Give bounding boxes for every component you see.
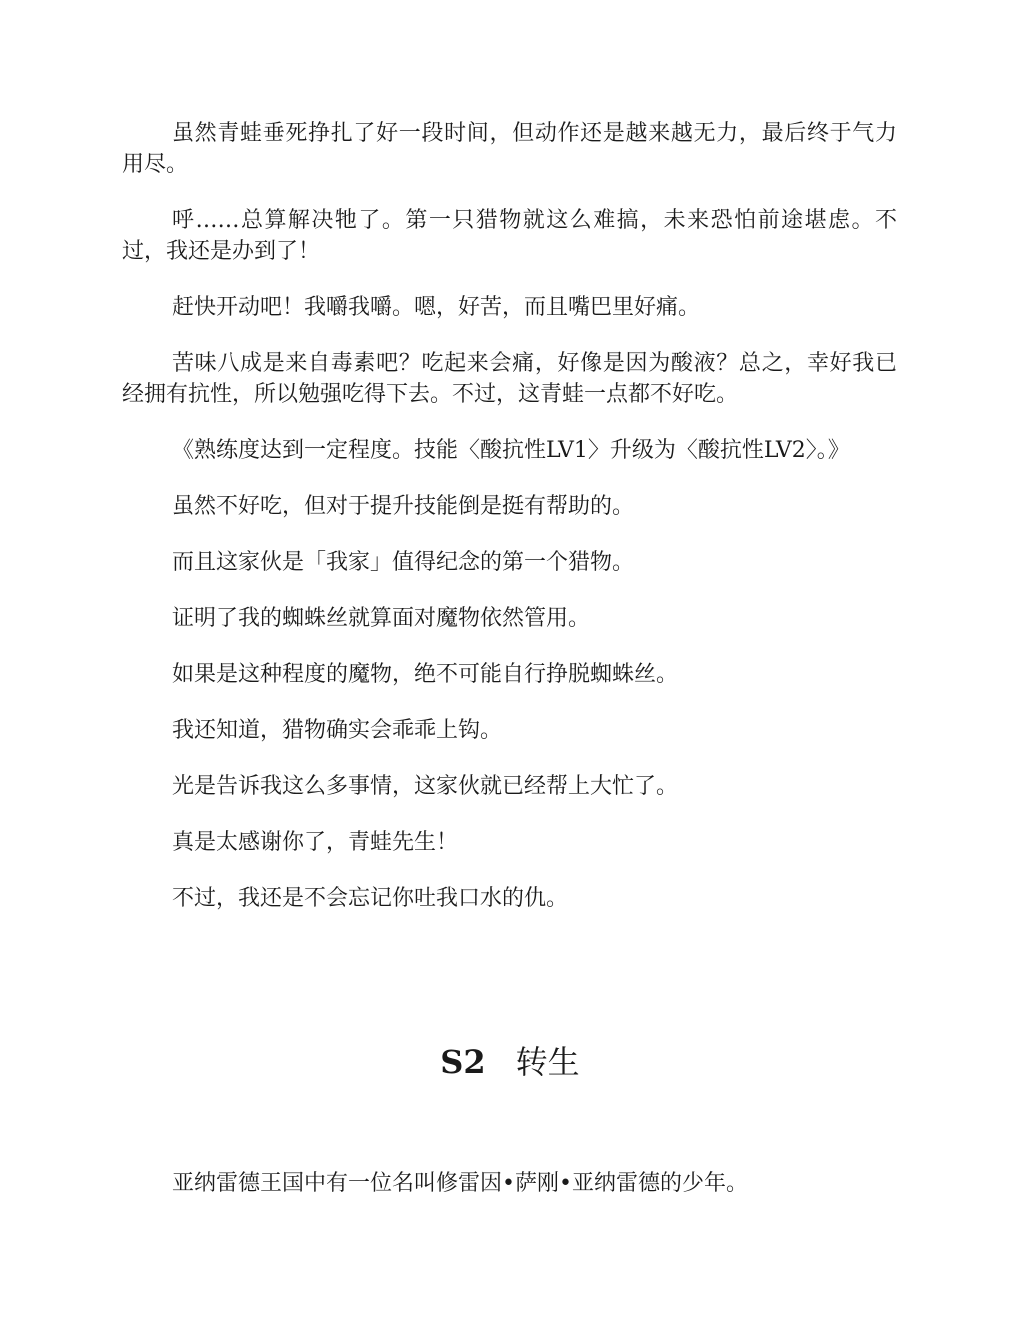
paragraph: 真是太感谢你了，青蛙先生！ — [172, 830, 459, 855]
chapter-number: S2 — [440, 1043, 486, 1081]
paragraph: 我还知道，猎物确实会乖乖上钩。 — [172, 718, 503, 743]
paragraph: 呼……总算解决牠了。第一只猎物就这么难搞，未来恐怕前途堪虑。不过，我还是办到了！ — [122, 208, 897, 264]
chapter-body — [122, 1168, 897, 1224]
chapter-heading — [0, 1042, 1020, 1082]
paragraph: 如果是这种程度的魔物，绝不可能自行挣脱蜘蛛丝。 — [172, 662, 679, 687]
paragraph: 赶快开动吧！我嚼我嚼。嗯，好苦，而且嘴巴里好痛。 — [172, 295, 701, 320]
paragraph: 苦味八成是来自毒素吧？吃起来会痛，好像是因为酸液？总之，幸好我已经拥有抗性，所以勉强吃得下去。不过，这青蛙一点都不好吃。 — [122, 351, 897, 407]
paragraph: 《熟练度达到一定程度。技能〈酸抗性LV1〉升级为〈酸抗性LV2〉。》 — [172, 438, 850, 463]
paragraph: 光是告诉我这么多事情，这家伙就已经帮上大忙了。 — [172, 774, 679, 799]
chapter-title: 转生 — [515, 1043, 580, 1081]
paragraph: 不过，我还是不会忘记你吐我口水的仇。 — [172, 886, 569, 911]
paragraph: 亚纳雷德王国中有一位名叫修雷因•萨刚•亚纳雷德的少年。 — [172, 1171, 748, 1196]
paragraph: 虽然不好吃，但对于提升技能倒是挺有帮助的。 — [172, 494, 635, 519]
paragraph: 虽然青蛙垂死挣扎了好一段时间，但动作还是越来越无力，最后终于气力用尽。 — [122, 121, 897, 177]
paragraph: 证明了我的蜘蛛丝就算面对魔物依然管用。 — [172, 606, 591, 631]
paragraph: 而且这家伙是「我家」值得纪念的第一个猎物。 — [172, 550, 635, 575]
body-text — [122, 118, 897, 939]
